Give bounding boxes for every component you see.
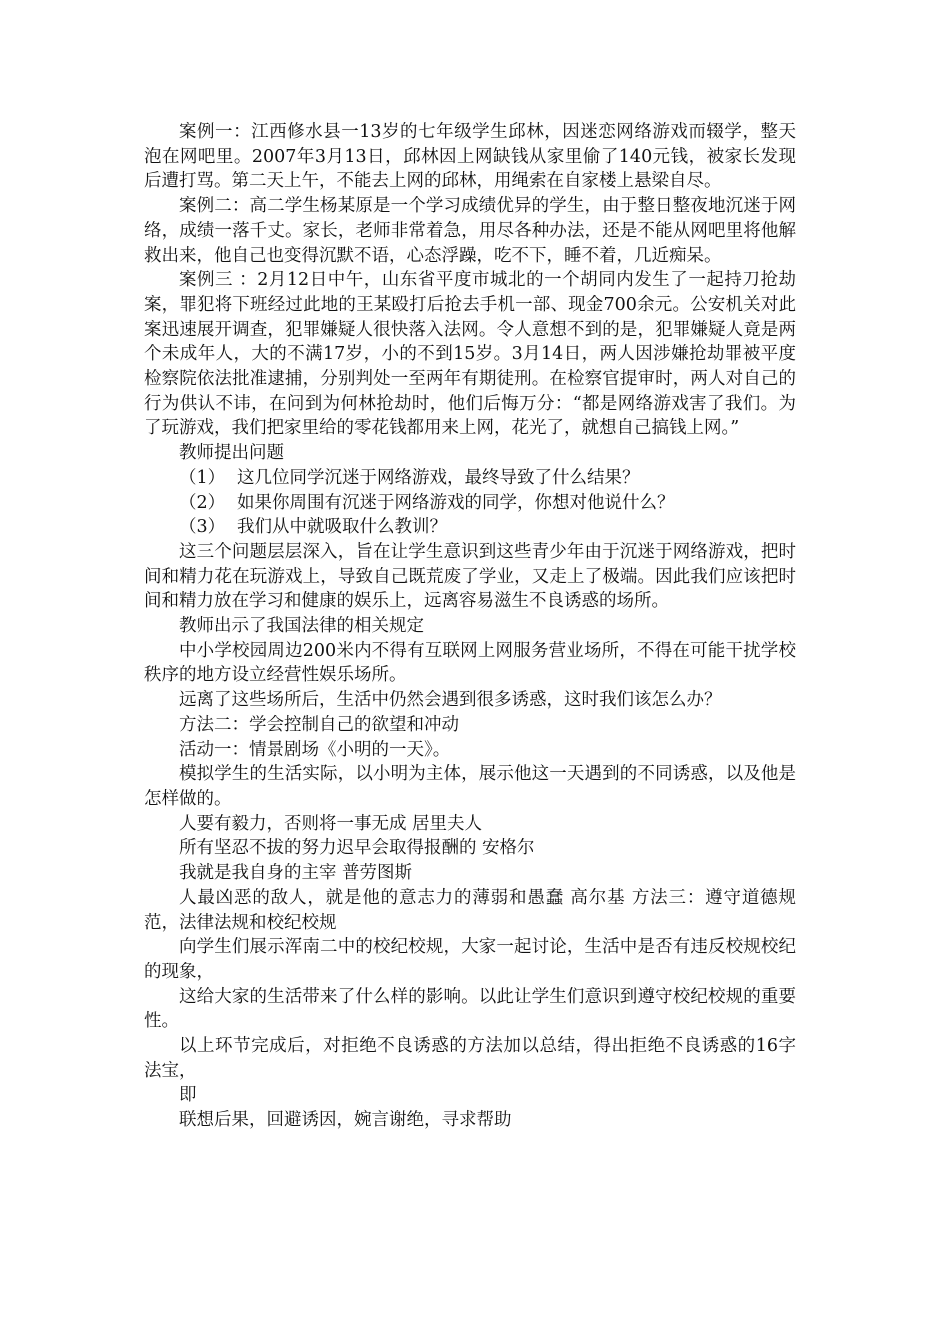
summary-connector: 即 bbox=[179, 1085, 197, 1106]
quote-plautus: 我就是我自身的主宰 普劳图斯 bbox=[179, 863, 413, 884]
law-text: 中小学校园周边200米内不得有互联网上网服务营业场所，不得在可能干扰学校秩序的地方设立经营性娱乐场所。 bbox=[144, 640, 796, 686]
case-three-paragraph: 案例三 ：2月12日中午，山东省平度市城北的一个胡同内发生了一起持刀抢劫案，罪犯将下班经过此地的王某殴打后抢去手机一部、现金700余元。公安机关对此案迅速展开调查，犯罪嫌疑人很快落入法网。令人意想不到的是，犯罪嫌疑人竟是两个未成年人，大的不满17岁，小的不到15岁。3月14日，两人因涉嫌抢劫罪被平度检察院依法批准逮捕，分别判处一至两年有期徒刑。在检察官提审时，两人对自己的行为供认不讳，在问到为何林抢劫时，他们后悔万分：“都是网络游戏害了我们。为了玩游戏，我们把家里给的零花钱都用来上网，花光了，就想自己搞钱上网。” bbox=[144, 270, 796, 439]
transition-question: 远离了这些场所后，生活中仍然会遇到很多诱惑，这时我们该怎么办？ bbox=[179, 690, 722, 711]
law-heading: 教师出示了我国法律的相关规定 bbox=[179, 616, 424, 637]
quote-ingres: 所有坚忍不拔的努力迟早会取得报酬的 安格尔 bbox=[179, 838, 535, 859]
question-number: （2） bbox=[179, 492, 226, 513]
sixteen-character-motto: 联想后果，回避诱因，婉言谢绝，寻求帮助 bbox=[179, 1110, 512, 1131]
summary-paragraph: 以上环节完成后，对拒绝不良诱惑的方法加以总结，得出拒绝不良诱惑的16字法宝， bbox=[144, 1036, 796, 1081]
question-text: 如果你周围有沉迷于网络游戏的同学，你想对他说什么？ bbox=[237, 492, 675, 513]
case-two-paragraph: 案例二：高二学生杨某原是一个学习成绩优异的学生，由于整日整夜地沉迷于网络，成绩一落千丈。家长，老师非常着急，用尽各种办法，还是不能从网吧里将他解救出来，他自己也变得沉默不语，心态浮躁，吃不下，睡不着，几近痴呆。 bbox=[144, 196, 796, 266]
school-rules-paragraph: 向学生们展示浑南二中的校纪校规，大家一起讨论，生活中是否有违反校规校纪的现象， bbox=[144, 937, 796, 982]
quote-gorky-method-three: 人最凶恶的敌人，就是他的意志力的薄弱和愚蠢 高尔基 方法三：遵守道德规范，法律法规和校纪校规 bbox=[144, 887, 796, 933]
activity-one-heading: 活动一：情景剧场《小明的一天》。 bbox=[179, 739, 451, 760]
question-number: （3） bbox=[179, 517, 226, 538]
case-one-paragraph: 案例一：江西修水县一13岁的七年级学生邱林，因迷恋网络游戏而辍学，整天泡在网吧里。2007年3月13日，邱林因上网缺钱从家里偷了140元钱，被家长发现后遭打骂。第二天上午，不能去上网的邱林，用绳索在自家楼上悬梁自尽。 bbox=[144, 122, 796, 192]
question-number: （1） bbox=[179, 467, 226, 488]
impact-paragraph: 这给大家的生活带来了什么样的影响。以此让学生们意识到遵守校纪校规的重要性。 bbox=[144, 986, 796, 1032]
question-text: 我们从中就吸取什么教训？ bbox=[237, 517, 447, 538]
teacher-questions-heading: 教师提出问题 bbox=[179, 443, 284, 464]
question-item bbox=[144, 491, 796, 516]
document-body bbox=[144, 120, 796, 1133]
question-text: 这几位同学沉迷于网络游戏，最终导致了什么结果？ bbox=[237, 467, 640, 488]
activity-description: 模拟学生的生活实际，以小明为主体，展示他这一天遇到的不同诱惑，以及他是怎样做的。 bbox=[144, 764, 796, 809]
question-item bbox=[144, 466, 796, 491]
quote-curie: 人要有毅力，否则将一事无成 居里夫人 bbox=[179, 813, 483, 834]
question-item bbox=[144, 515, 796, 540]
analysis-paragraph: 这三个问题层层深入，旨在让学生意识到这些青少年由于沉迷于网络游戏，把时间和精力花在玩游戏上，导致自己既荒废了学业，又走上了极端。因此我们应该把时间和精力放在学习和健康的娱乐上，远离容易滋生不良诱惑的场所。 bbox=[144, 541, 796, 612]
method-two-heading: 方法二：学会控制自己的欲望和冲动 bbox=[179, 714, 459, 735]
